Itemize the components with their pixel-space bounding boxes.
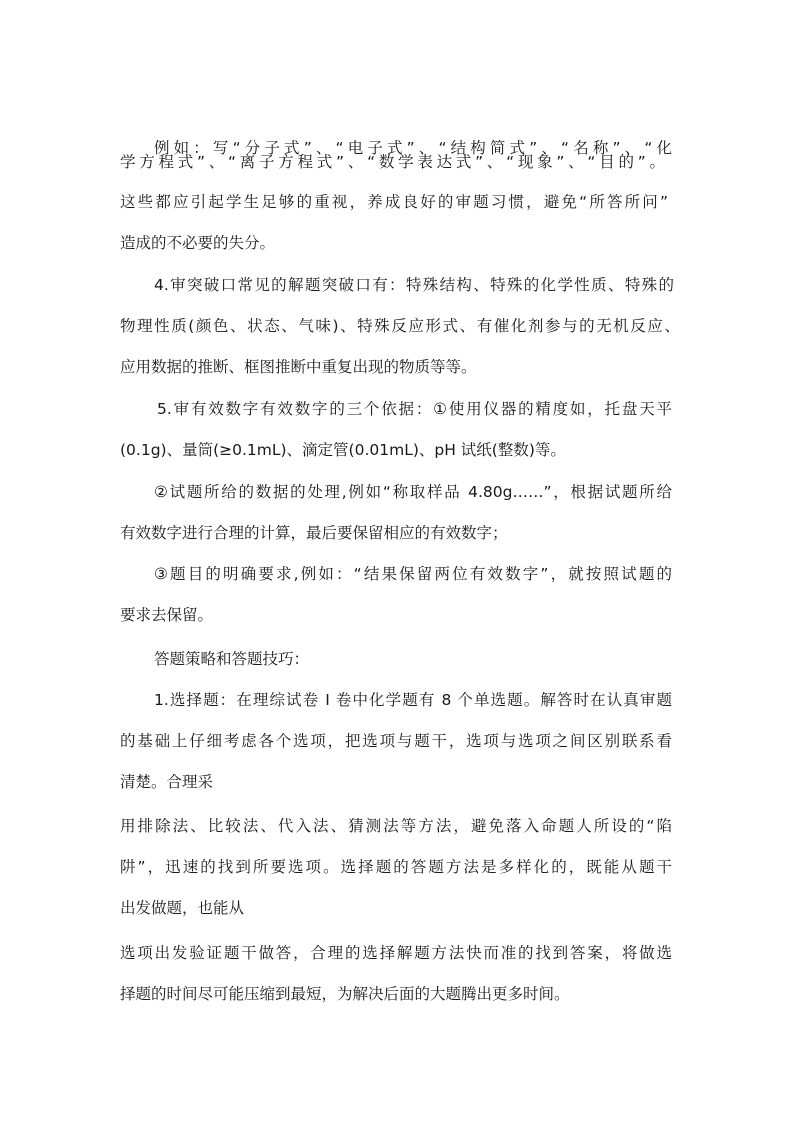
text-line: 清楚。合理采	[120, 773, 214, 791]
text-line: 物理性质(颜色、状态、气味)、特殊反应形式、有催化剂参与的无机反应、	[120, 317, 680, 335]
text-line: 要求去保留。	[120, 606, 214, 624]
text-line: 学方程式”、“离子方程式”、“数学表达式”、“现象”、“目的”。	[120, 153, 665, 171]
text-line: ③题目的明确要求,例如：“结果保留两位有效数字”，就按照试题的	[154, 565, 672, 583]
text-line: 阱”，迅速的找到所要选项。选择题的答题方法是多样化的，既能从题干	[120, 858, 672, 876]
text-line: 有效数字进行合理的计算，最后要保留相应的有效数字；	[120, 524, 508, 542]
text-line: 择题的时间尽可能压缩到最短，为解决后面的大题腾出更多时间。	[120, 985, 570, 1003]
text-line: 这些都应引起学生足够的重视，养成良好的审题习惯，避免“所答所问”	[120, 193, 668, 211]
text-line: 应用数据的推断、框图推断中重复出现的物质等等。	[120, 358, 477, 376]
text-line: 选项出发验证题干做答，合理的选择解题方法快而准的找到答案，将做选	[120, 944, 672, 962]
text-line: 5.审有效数字有效数字的三个依据：①使用仪器的精度如，托盘天平	[157, 400, 672, 418]
text-line: 造成的不必要的失分。	[120, 234, 276, 252]
text-line: 的基础上仔细考虑各个选项，把选项与题干，选项与选项之间区别联系看	[120, 732, 672, 750]
section-heading: 答题策略和答题技巧：	[154, 650, 310, 668]
text-line: ②试题所给的数据的处理,例如“称取样品 4.80g……”，根据试题所给	[154, 483, 672, 501]
text-line: 1.选择题：在理综试卷 I 卷中化学题有 8 个单选题。解答时在认真审题	[154, 691, 672, 709]
text-line: 用排除法、比较法、代入法、猜测法等方法，避免落入命题人所设的“陷	[120, 817, 672, 835]
text-line: 例如：写“分子式”、“电子式”、“结构简式”、“名称”、“化	[154, 139, 672, 157]
text-line: (0.1g)、量筒(≥0.1mL)、滴定管(0.01mL)、pH 试纸(整数)等。	[120, 441, 566, 459]
text-line: 4.审突破口常见的解题突破口有：特殊结构、特殊的化学性质、特殊的	[154, 276, 674, 294]
text-line: 出发做题，也能从	[120, 899, 245, 917]
